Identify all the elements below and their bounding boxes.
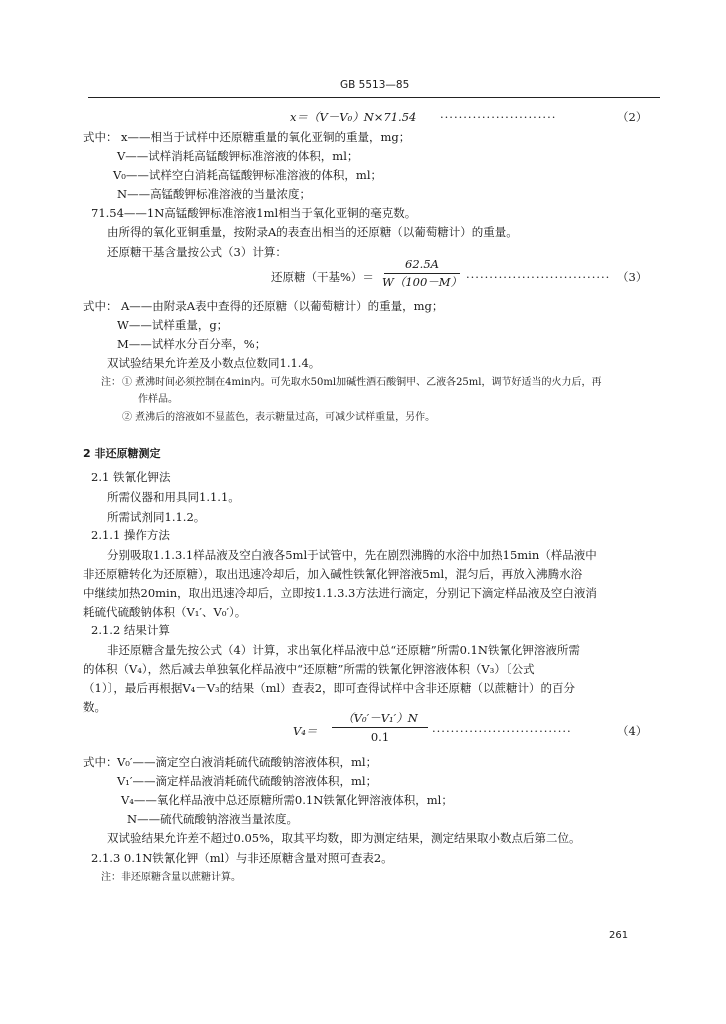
paragraph-line: 耗硫代硫酸钠体积（V₁′、V₀′）。 [83, 605, 247, 619]
note-1-continued: 作样品。 [138, 394, 178, 405]
formula-3-leader-dots: ······························· [466, 270, 611, 284]
paragraph-line: 非还原糖转化为还原糖），取出迅速冷却后，加入碱性铁氰化钾溶液5ml，混匀后，再放入沸腾水浴 [83, 567, 583, 581]
note-lead: 注： [101, 377, 121, 388]
note-1: ① 煮沸时间必须控制在4min内。可先取水50ml加碱性酒石酸铜甲、乙液各25ml，调节好适当的火力后，再 [122, 377, 602, 388]
paragraph-line: （1）〕，最后再根据V₄－V₃的结果（ml）查表2，即可查得试样中含非还原糖（以蔗糖计）的百分 [83, 681, 576, 695]
paragraph: 所需仪器和用具同1.1.1。 [107, 490, 240, 504]
standard-number: GB 5513—85 [340, 79, 410, 91]
formula-3-denominator: W（100－M） [382, 275, 463, 289]
closing-note: 注：非还原糖含量以蔗糖计算。 [101, 872, 241, 883]
where-lead: 式中： [83, 130, 118, 144]
header-rule [88, 97, 660, 98]
definition-x: x——相当于试样中还原糖重量的氧化亚铜的重量，mg； [121, 130, 411, 144]
definition-v4: V₄——氧化样品液中总还原糖所需0.1N铁氰化钾溶液体积，ml； [121, 793, 453, 807]
subsection-heading: 2.1 铁氰化钾法 [91, 470, 171, 484]
page-number: 261 [609, 930, 629, 941]
formula-3-numerator: 62.5A [405, 257, 439, 271]
formula-3-lhs: 还原糖（干基%）＝ [271, 270, 374, 284]
definition-71-54: 71.54——1N高锰酸钾标准溶液1ml相当于氧化亚铜的毫克数。 [91, 206, 417, 220]
definition-w: W——试样重量，g； [117, 318, 229, 332]
definition-v1-prime: V₁′——滴定样品液消耗硫代硫酸钠溶液体积，ml； [117, 774, 378, 788]
paragraph: 双试验结果允许差及小数点位数同1.1.4。 [107, 356, 321, 370]
formula-4-numerator: （V₀′－V₁′）N [342, 711, 418, 725]
formula-4-leader-dots: ······························ [432, 724, 572, 738]
paragraph-line: 分别吸取1.1.3.1样品液及空白液各5ml于试管中，先在剧烈沸腾的水浴中加热15min（样品液中 [107, 548, 597, 562]
definition-v: V——试样消耗高锰酸钾标准溶液的体积，ml； [117, 149, 359, 163]
definition-n: N——高锰酸钾标准溶液的当量浓度； [117, 187, 312, 201]
paragraph: 还原糖干基含量按公式（3）计算： [107, 245, 287, 259]
definition-a: A——由附录A表中查得的还原糖（以葡萄糖计）的重量，mg； [121, 299, 444, 313]
section-2-heading: 2 非还原糖测定 [83, 447, 161, 460]
paragraph-line: 中继续加热20min，取出迅速冷却后，立即按1.1.3.3方法进行滴定，分别记下滴定样品液及空白液消 [83, 586, 597, 600]
where-lead: 式中： [83, 299, 118, 313]
formula-4-number: （4） [617, 724, 648, 738]
formula-2-number: （2） [617, 110, 648, 124]
paragraph-line: 非还原糖含量先按公式（4）计算，求出氧化样品液中总“还原糖”所需0.1N铁氰化钾溶液所需 [107, 643, 580, 657]
formula-3-number: （3） [617, 270, 648, 284]
paragraph-line: 的体积（V₄），然后减去单独氧化样品液中“还原糖”所需的铁氰化钾溶液体积（V₃）〔公式 [83, 662, 535, 676]
subsection-heading: 2.1.1 操作方法 [91, 528, 170, 542]
definition-m: M——试样水分百分率，%； [117, 337, 267, 351]
paragraph: 双试验结果允许差不超过0.05%，取其平均数，即为测定结果，测定结果取小数点后第二位。 [107, 831, 581, 845]
definition-v0: V₀——试样空白消耗高锰酸钾标准溶液的体积，ml； [113, 168, 382, 182]
subsection-heading: 2.1.2 结果计算 [91, 623, 170, 637]
formula-4-fraction-bar [332, 727, 428, 728]
definition-n: N——硫代硫酸钠溶液当量浓度。 [127, 812, 299, 826]
where-lead: 式中： [83, 755, 118, 769]
formula-2-expression: x＝（V－V₀）N×71.54 [290, 110, 417, 124]
paragraph: 所需试剂同1.1.2。 [107, 510, 206, 524]
subsection-heading: 2.1.3 0.1N铁氰化钾（ml）与非还原糖含量对照可查表2。 [91, 851, 393, 865]
formula-3-fraction-bar [384, 273, 460, 274]
formula-4-lhs: V₄＝ [293, 724, 318, 738]
note-2: ② 煮沸后的溶液如不显蓝色，表示糖量过高，可减少试样重量，另作。 [122, 412, 436, 423]
formula-4-denominator: 0.1 [370, 730, 390, 744]
formula-2-leader-dots: ························· [440, 110, 557, 124]
paragraph-line: 数。 [83, 700, 106, 714]
paragraph: 由所得的氧化亚铜重量，按附录A的表查出相当的还原糖（以葡萄糖计）的重量。 [107, 225, 518, 239]
definition-v0-prime: V₀′——滴定空白液消耗硫代硫酸钠溶液体积，ml； [117, 755, 378, 769]
